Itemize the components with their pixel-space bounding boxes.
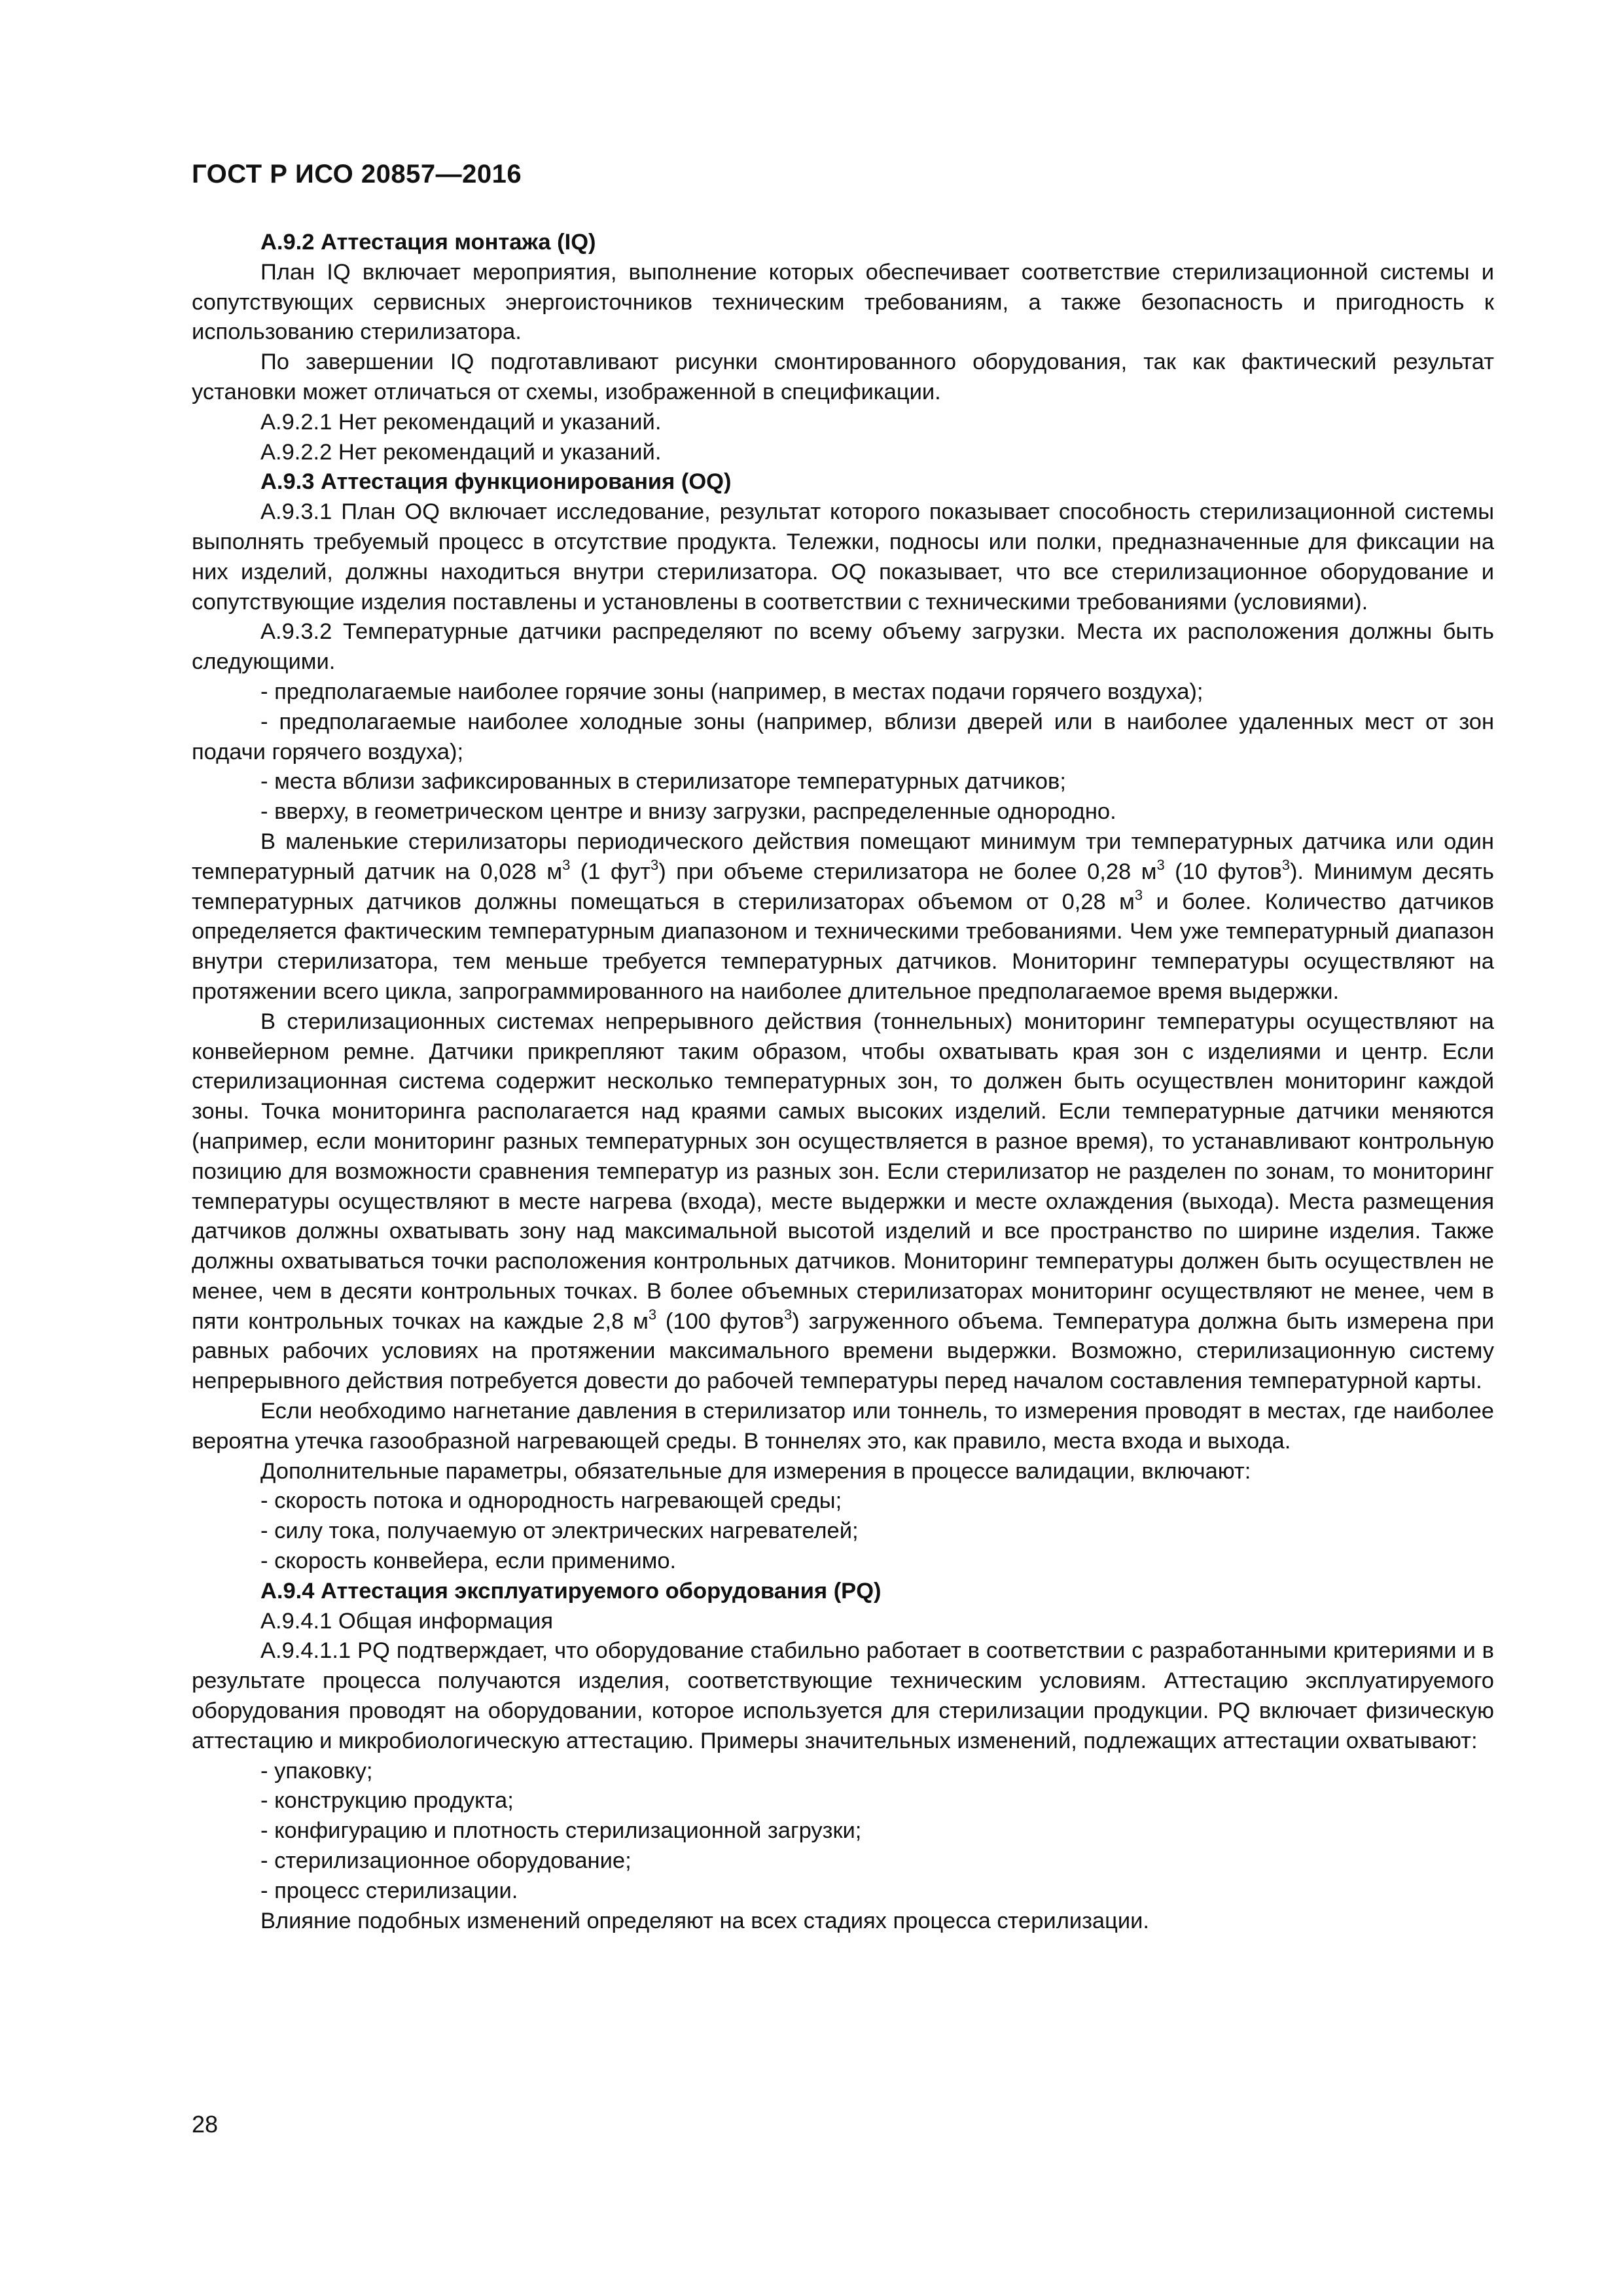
list-item: - стерилизационное оборудование;: [260, 1848, 632, 1874]
paragraph: А.9.2.1 Нет рекомендаций и указаний.: [260, 409, 662, 435]
paragraph: А.9.3.1 План OQ включает исследование, результат которого показывает способность стерилизационной системы выполнять требуемый процесс в отсутствие продукта. Тележки, подносы или полки, предназначенные для фиксации на них изделий, должны находиться внутри стерилизатора. OQ показывает, что все стерилизационное оборудование и сопутствующие изделия поставлены и установлены в соответствии с техническими требованиями (условиями).: [192, 499, 1494, 615]
paragraph: Дополнительные параметры, обязательные для измерения в процессе валидации, включают:: [260, 1458, 1251, 1484]
list-item: - скорость конвейера, если применимо.: [260, 1549, 677, 1574]
list-item: - предполагаемые наиболее холодные зоны (например, вблизи дверей или в наиболее удаленных мест от зон подачи горячего воздуха);: [192, 709, 1494, 764]
paragraph: В маленькие стерилизаторы периодического действия помещают минимум три температурных датчика или один температурный датчик на 0,028 $м^3$ (1 фут$^3$) при объеме стерилизатора не более 0,28 $м^3$ (10 футов$^3$). Минимум десять температурных датчиков должны помещаться в стерилизаторах объемом от 0,28 $м^3$ и более. Количество датчиков определяется фактическим температурным диапазоном и техническими требованиями. Чем уже температурный диапазон внутри стерилизатора, тем меньше требуется температурных датчиков. Мониторинг температуры осуществляют на протяжении всего цикла, запрограммированного на наиболее длительное предполагаемое время выдержки.: [192, 829, 1495, 1004]
paragraph: По завершении IQ подготавливают рисунки смонтированного оборудования, так как фактический результат установки может отличаться от схемы, изображенной в спецификации.: [192, 350, 1494, 404]
page-header-title: ГОСТ Р ИСО 20857—2016: [192, 160, 522, 188]
paragraph: А.9.4.1.1 PQ подтверждает, что оборудование стабильно работает в соответствии с разработанными критериями и в результате процесса получаются изделия, соответствующие техническим условиям. Аттестацию эксплуатируемого оборудования проводят на оборудовании, которое используется для стерилизации продукции. PQ включает физическую аттестацию и микробиологическую аттестацию. Примеры значительных изменений, подлежащих аттестации охватывают:: [192, 1638, 1494, 1753]
paragraph: План IQ включает мероприятия, выполнение которых обеспечивает соответствие стерилизационной системы и сопутствующих сервисных энергоисточников техническим требованиям, а также безопасность и пригодность к использованию стерилизатора.: [192, 259, 1494, 345]
paragraph: А.9.3.2 Температурные датчики распределяют по всему объему загрузки. Места их расположения должны быть следующими.: [192, 619, 1494, 675]
document-body: [192, 228, 1494, 1936]
paragraph: Влияние подобных изменений определяют на всех стадиях процесса стерилизации.: [260, 1908, 1149, 1933]
section-heading: А.9.4 Аттестация эксплуатируемого оборудования (PQ): [260, 1578, 882, 1604]
list-item: - места вблизи зафиксированных в стерилизаторе температурных датчиков;: [260, 769, 1066, 795]
list-item: - предполагаемые наиболее горячие зоны (например, в местах подачи горячего воздуха);: [260, 679, 1204, 704]
paragraph: А.9.4.1 Общая информация: [260, 1608, 554, 1634]
page-number: 28: [192, 2111, 219, 2138]
list-item: - вверху, в геометрическом центре и внизу загрузки, распределенные однородно.: [260, 799, 1116, 825]
paragraph: Если необходимо нагнетание давления в стерилизатор или тоннель, то измерения проводят в местах, где наиболее вероятна утечка газообразной нагревающей среды. В тоннелях это, как правило, места входа и выхода.: [192, 1399, 1494, 1454]
section-heading: А.9.3 Аттестация функционирования (OQ): [260, 469, 732, 495]
list-item: - силу тока, получаемую от электрических нагревателей;: [260, 1518, 859, 1544]
list-item: - скорость потока и однородность нагревающей среды;: [260, 1488, 842, 1514]
list-item: - конструкцию продукта;: [260, 1788, 514, 1814]
list-item: - упаковку;: [260, 1758, 373, 1784]
section-heading: А.9.2 Аттестация монтажа (IQ): [260, 230, 596, 255]
list-item: - процесс стерилизации.: [260, 1878, 518, 1903]
paragraph: А.9.2.2 Нет рекомендаций и указаний.: [260, 439, 662, 465]
paragraph: В стерилизационных системах непрерывного действия (тоннельных) мониторинг температуры осуществляют на конвейерном ремне. Датчики прикрепляют таким образом, чтобы охватывать края зон с изделиями и центр. Если стерилизационная система содержит несколько температурных зон, то должен быть осуществлен мониторинг каждой зоны. Точка мониторинга располагается над краями самых высоких изделий. Если температурные датчики меняются (например, если мониторинг разных температурных зон осуществляется в разное время), то устанавливают контрольную позицию для возможности сравнения температур из разных зон. Если стерилизатор не разделен по зонам, то мониторинг температуры осуществляют в месте нагрева (входа), месте выдержки и месте охлаждения (выхода). Места размещения датчиков должны охватывать зону над максимальной высотой изделий и все пространство по ширине изделия. Также должны охватываться точки расположения контрольных датчиков. Мониторинг температуры должен быть осуществлен не менее, чем в десяти контрольных точках. В более объемных стерилизаторах мониторинг осуществляют не менее, чем в пяти контрольных точках на каждые 2,8 $м^3$ (100 футов$^3$) загруженного объема. Температура должна быть измерена при равных рабочих условиях на протяжении максимального времени выдержки. Возможно, стерилизационную систему непрерывного действия потребуется довести до рабочей температуры перед началом составления температурной карты.: [192, 1009, 1494, 1394]
list-item: - конфигурацию и плотность стерилизационной загрузки;: [260, 1818, 862, 1844]
